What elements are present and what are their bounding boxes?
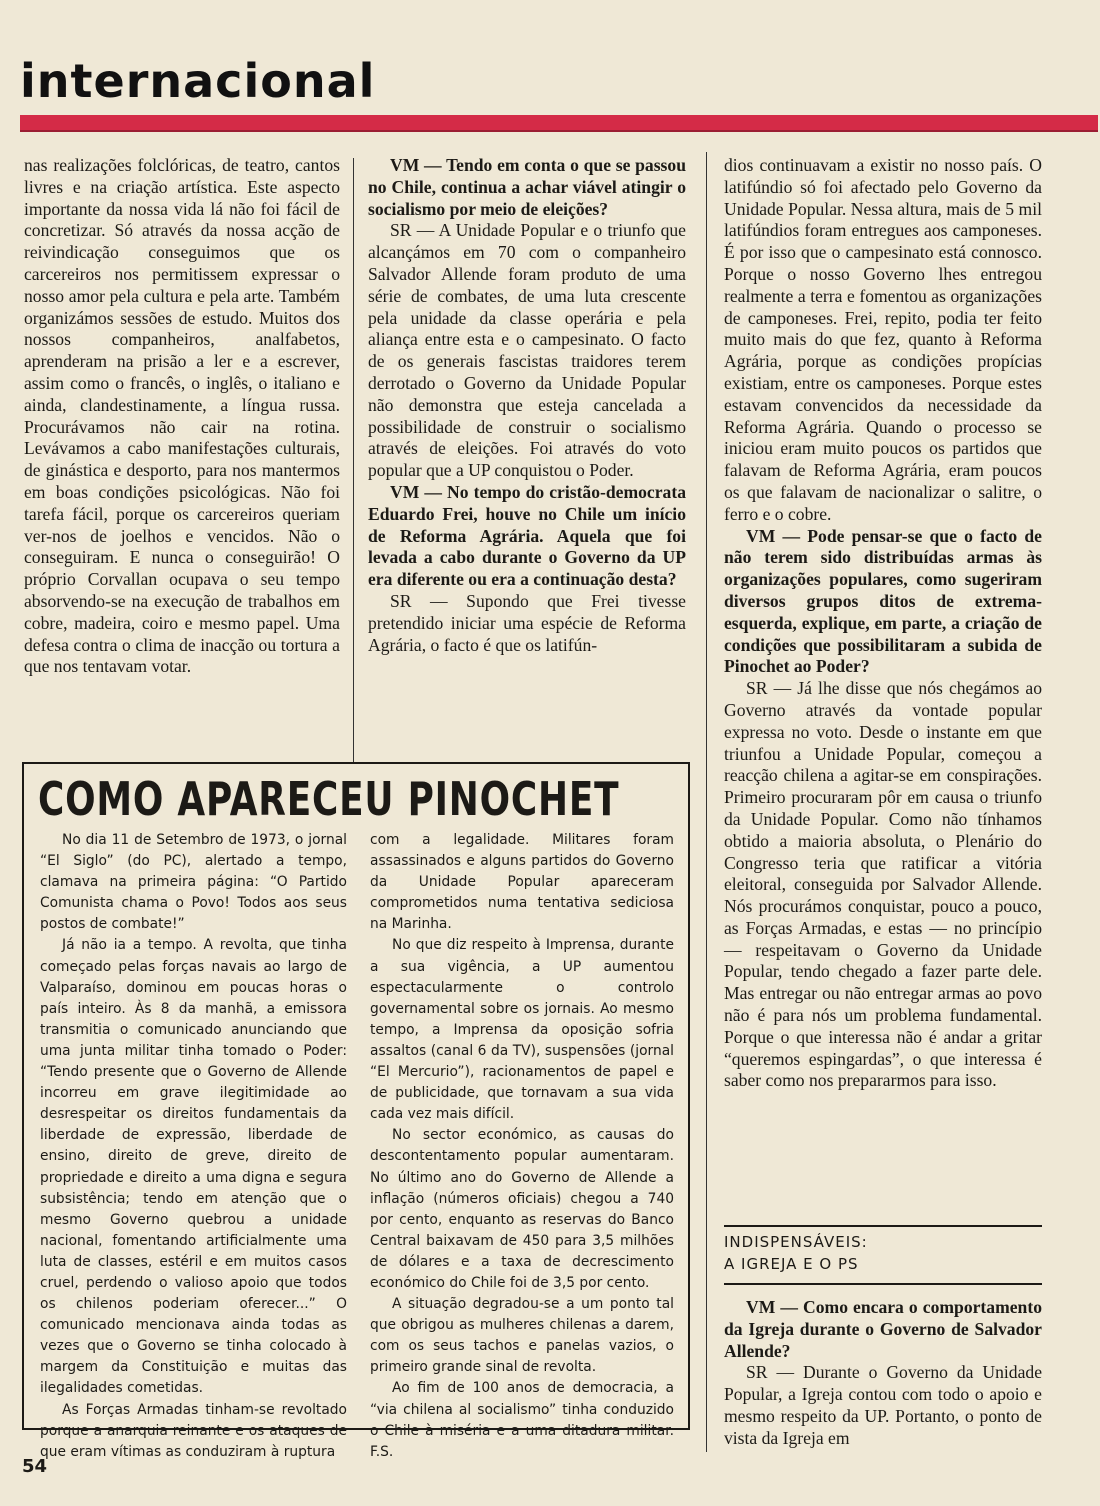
- sidebar-box: [22, 762, 690, 1460]
- interview-question: VM — Tendo em conta o que se passou no Chile, continua a achar viável atingir o socialismo por meio de eleições?: [368, 155, 686, 219]
- column-divider: [353, 158, 354, 763]
- subheading-line: INDISPENSÁVEIS:: [724, 1233, 868, 1251]
- page-number: 54: [22, 1456, 48, 1477]
- interview-answer: SR — A Unidade Popular e o triunfo que alcançámos em 70 com o companheiro Salvador Allende foram produto de uma série de combates, de uma luta crescente pela unidade da classe operária e pela aliança entre esta e o campesinato. O facto de os generais fascistas traidores terem derrotado o Governo da Unidade Popular não demonstra que esteja cancelada a possibilidade de construir o socialismo através de eleições. Foi através do voto popular que a UP conquistou o Poder.: [368, 220, 686, 481]
- interview-question: VM — No tempo do cristão-democrata Eduardo Frei, houve no Chile um início de Reforma Agrária. Aquela que foi levada a cabo durante o Governo da UP era diferente ou era a continuação desta?: [368, 481, 686, 590]
- header-rule: [20, 115, 1098, 132]
- box-paragraph: com a legalidade. Militares foram assassinados e alguns partidos do Governo da Unidade Popular apareceram comprometidos numa tentativa sediciosa na Marinha.: [370, 832, 674, 933]
- article-column-3-end: [724, 1297, 1042, 1450]
- box-column-left: [40, 830, 347, 1463]
- subheading: [724, 1225, 1042, 1285]
- interview-answer: SR — Supondo que Frei tivesse pretendido iniciar uma espécie de Reforma Agrária, o facto é que os latifún-: [368, 590, 686, 655]
- article-column-2: [368, 155, 686, 656]
- box-column-right: [370, 830, 674, 1463]
- interview-answer-continued: dios continuavam a existir no nosso país. O latifúndio só foi afectado pelo Governo da Unidade Popular. Nessa altura, mais de 5 mil latifúndios foram entregues aos camponeses. É por isso que o campesinato está connosco. Porque o nosso Governo lhes entregou realmente a terra e fomentou as organizações de camponeses. Frei, repito, podia ter feito muito mais do que fez, quanto à Reforma Agrária, porque as condições propícias existiam, entre os camponeses. Porque estes estavam convencidos da necessidade da Reforma Agrária. Quando o processo se iniciou eram muito poucos os partidos que falavam de Reforma Agrária, eram poucos os que falavam de nacionalizar o salitre, o ferro e o cobre.: [724, 155, 1042, 524]
- column-divider: [706, 152, 707, 1452]
- interview-answer: SR — Durante o Governo da Unidade Popular, a Igreja contou com todo o apoio e mesmo respeito da UP. Portanto, o ponto de vista da Igreja em: [724, 1362, 1042, 1448]
- interview-question: VM — Pode pensar-se que o facto de não terem sido distribuídas armas às organizações populares, como sugeriram diversos grupos ditos de extrema-esquerda, explique, em parte, a criação de condições que possibilitaram a subida de Pinochet ao Poder?: [724, 525, 1042, 677]
- subheading-line: A IGREJA E O PS: [724, 1255, 859, 1273]
- interview-question: VM — Como encara o comportamento da Igreja durante o Governo de Salvador Allende?: [724, 1297, 1042, 1361]
- box-paragraph: Já não ia a tempo. A revolta, que tinha começado pelas forças navais ao largo de Valparaíso, dominou em poucas horas o país inteiro. Às 8 da manhã, a emissora transmitia o comunicado anunciando que uma junta militar tinha tomado o Poder: “Tendo presente que o Governo de Allende incorreu em grave ilegitimidade ao desrespeitar os direitos fundamentais da liberdade de expressão, liberdade de ensino, direito de greve, direito de propriedade e direito a uma digna e segura subsistência; tendo em atenção que o mesmo Governo quebrou a unidade nacional, fomentando artificialmente uma luta de classes, estéril e em muitos casos cruel, perdendo o valioso apoio que todos os chilenos poderiam oferecer...” O comunicado mencionava ainda todas as vezes que o Governo se tinha colocado à margem da Constituição e muitas das ilegalidades cometidas.: [40, 937, 347, 1397]
- article-column-3: [724, 155, 1042, 1092]
- box-paragraph: A situação degradou-se a um ponto tal que obrigou as mulheres chilenas a darem, com os seus tachos e panelas vazios, o primeiro grande sinal de revolta.: [370, 1296, 674, 1376]
- paragraph: nas realizações folclóricas, de teatro, cantos livres e na criação artística. Este aspecto importante da nossa vida lá não foi fácil de concretizar. Só através da nossa acção de reivindicação conseguimos que os carcereiros nos permitissem expressar o nosso amor pela cultura e pela arte. Também organizámos sessões de estudo. Muitos dos nossos companheiros, analfabetos, aprenderam na prisão a ler e a escrever, assim como o francês, o inglês, o italiano e ainda, clandestinamente, a língua russa. Procurávamos não cair na rotina. Levávamos a cabo manifestações culturais, de ginástica e desporto, para nos mantermos em boas condições psicológicas. Não foi tarefa fácil, porque os carcereiros queriam ver-nos de joelhos e vencidos. Não o conseguiram. E nunca o conseguirão! O próprio Corvallan ocupava o seu tempo absorvendo-se na execução de trabalhos em cobre, madeira, coiro e mesmo papel. Uma defesa contra o clima de inacção ou tortura a que nos tentavam votar.: [24, 155, 340, 677]
- box-paragraph: No que diz respeito à Imprensa, durante a sua vigência, a UP aumentou espectacularmente o controlo governamental sobre os jornais. Ao mesmo tempo, a Imprensa da oposição sofria assaltos (canal 6 da TV), suspensões (jornal “El Mercurio”), racionamentos de papel e de publicidade, que tornavam a sua vida cada vez mais difícil.: [370, 937, 674, 1123]
- section-title: internacional: [20, 54, 376, 108]
- box-paragraph: No sector económico, as causas do descontentamento popular aumentaram. No último ano do Governo de Allende a inflação (números oficiais) chegou a 740 por cento, enquanto as reservas do Banco Central baixavam de 450 para 3,5 milhões de dólares e a taxa de decrescimento económico do Chile foi de 3,5 por cento.: [370, 1127, 674, 1291]
- box-title: COMO APARECEU PINOCHET: [38, 772, 620, 826]
- box-paragraph: Ao fim de 100 anos de democracia, a “via chilena al socialismo” tinha conduzido o Chile à miséria e a uma ditadura militar. F.S.: [370, 1380, 674, 1460]
- interview-answer: SR — Já lhe disse que nós chegámos ao Governo através da vontade popular expressa no voto. Desde o instante em que triunfou a Unidade Popular, começou a reacção chilena a agitar-se em conspirações. Primeiro procuraram pôr em causa o triunfo da Unidade Popular. Como não tínhamos obtido a maioria absoluta, o Plenário do Congresso teria que ratificar a vitória eleitoral, conseguida por Salvador Allende. Nós procurámos conquistar, pouco a pouco, as Forças Armadas, e estas — no princípio — respeitavam o Governo da Unidade Popular, tendo chegado a fazer parte dele. Mas entregar ou não entregar armas ao povo não é para nós um problema fundamental. Porque o que interessa não é andar a gritar “queremos espingardas”, o que interessa é saber como nos prepararmos para isso.: [724, 678, 1042, 1091]
- box-paragraph: No dia 11 de Setembro de 1973, o jornal “El Siglo” (do PC), alertado a tempo, clamava na primeira página: “O Partido Comunista chama o Povo! Todos aos seus postos de combate!”: [40, 832, 347, 933]
- article-column-1: [24, 155, 340, 678]
- box-paragraph: As Forças Armadas tinham-se revoltado porque a anarquia reinante e os ataques de que eram vítimas as conduziram à ruptura: [40, 1401, 347, 1460]
